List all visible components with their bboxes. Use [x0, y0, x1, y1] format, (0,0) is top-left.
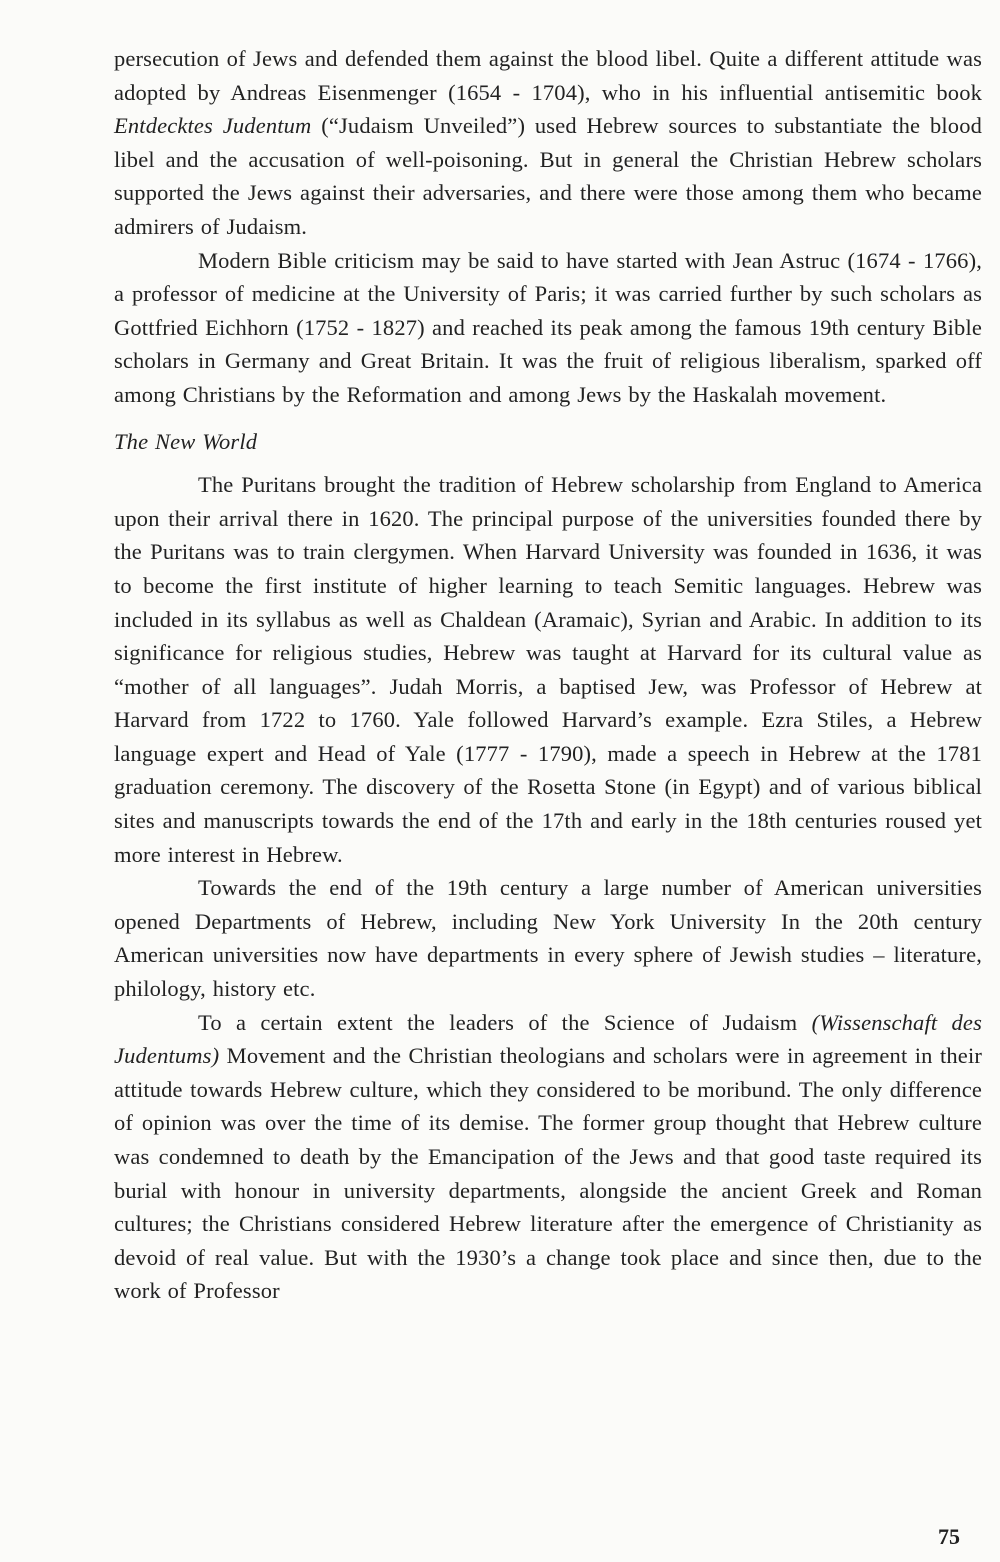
text-run: The Puritans brought the tradition of Hebrew scholarship from England to America upon their arrival there in 1620. The principal purpose of the universities founded there by the Puritans was to train clergymen. When Harvard University was founded in 1636, it was to become the first institute of higher learning to teach Semitic languages. Hebrew was included in its syllabus as well as Chaldean (Aramaic), Syrian and Arabic. In addition to its significance for religious studies, Hebrew was taught at Harvard for its cultural value as “mother of all languages”. Judah Morris, a baptised Jew, was Professor of Hebrew at Harvard from 1722 to 1760. Yale followed Harvard’s example. Ezra Stiles, a Hebrew language expert and Head of Yale (1777 - 1790), made a speech in Hebrew at the 1781 graduation ceremony. The discovery of the Rosetta Stone (in Egypt) and of various biblical sites and manuscripts towards the end of the 17th and early in the 18th centuries roused yet more interest in Hebrew. [114, 472, 982, 867]
text-run: To a certain extent the leaders of the Science of Judaism [198, 1009, 812, 1035]
paragraph [114, 1006, 982, 1308]
italic-text: Entdecktes Judentum [114, 113, 312, 139]
paragraph [114, 468, 982, 871]
paragraph [114, 244, 982, 412]
paragraph [114, 42, 982, 244]
text-run: (“Judaism Unveiled”) used Hebrew sources to substantiate the blood libel and the accusation of well-poisoning. But in general the Christian Hebrew scholars supported the Jews against their adversaries, and there were those among them who became admirers of Judaism. [114, 113, 982, 239]
paragraph [114, 871, 982, 1005]
text-run: Movement and the Christian theologians and scholars were in agreement in their attitude towards Hebrew culture, which they considered to be moribund. The only difference of opinion was over the time of its demise. The former group thought that Hebrew culture was condemned to death by the Emancipation of the Jews and that good taste required its burial with honour in university departments, alongside the ancient Greek and Roman cultures; the Christians considered Hebrew literature after the emergence of Christianity as devoid of real value. But with the 1930’s a change took place and since then, due to the work of Professor [114, 1043, 982, 1304]
text-run: persecution of Jews and defended them against the blood libel. Quite a different attitude was adopted by Andreas Eisenmenger (1654 - 1704), who in his influential antisemitic book [114, 46, 982, 105]
body-text [114, 42, 982, 1308]
section-heading [114, 425, 982, 459]
italic-text: (Wissenschaft des Judentums) [114, 1009, 982, 1069]
text-run: The New World [114, 428, 258, 454]
text-run: Modern Bible criticism may be said to have started with Jean Astruc (1674 - 1766), a professor of medicine at the University of Paris; it was carried further by such scholars as Gottfried Eichhorn (1752 - 1827) and reached its peak among the famous 19th century Bible scholars in Germany and Great Britain. It was the fruit of religious liberalism, sparked off among Christians by the Reformation and among Jews by the Haskalah movement. [114, 247, 982, 407]
text-run: Towards the end of the 19th century a large number of American universities opened Departments of Hebrew, including New York University In the 20th century American universities now have departments in every sphere of Jewish studies – literature, philology, history etc. [114, 875, 982, 1002]
page-number: 75 [938, 1524, 960, 1549]
